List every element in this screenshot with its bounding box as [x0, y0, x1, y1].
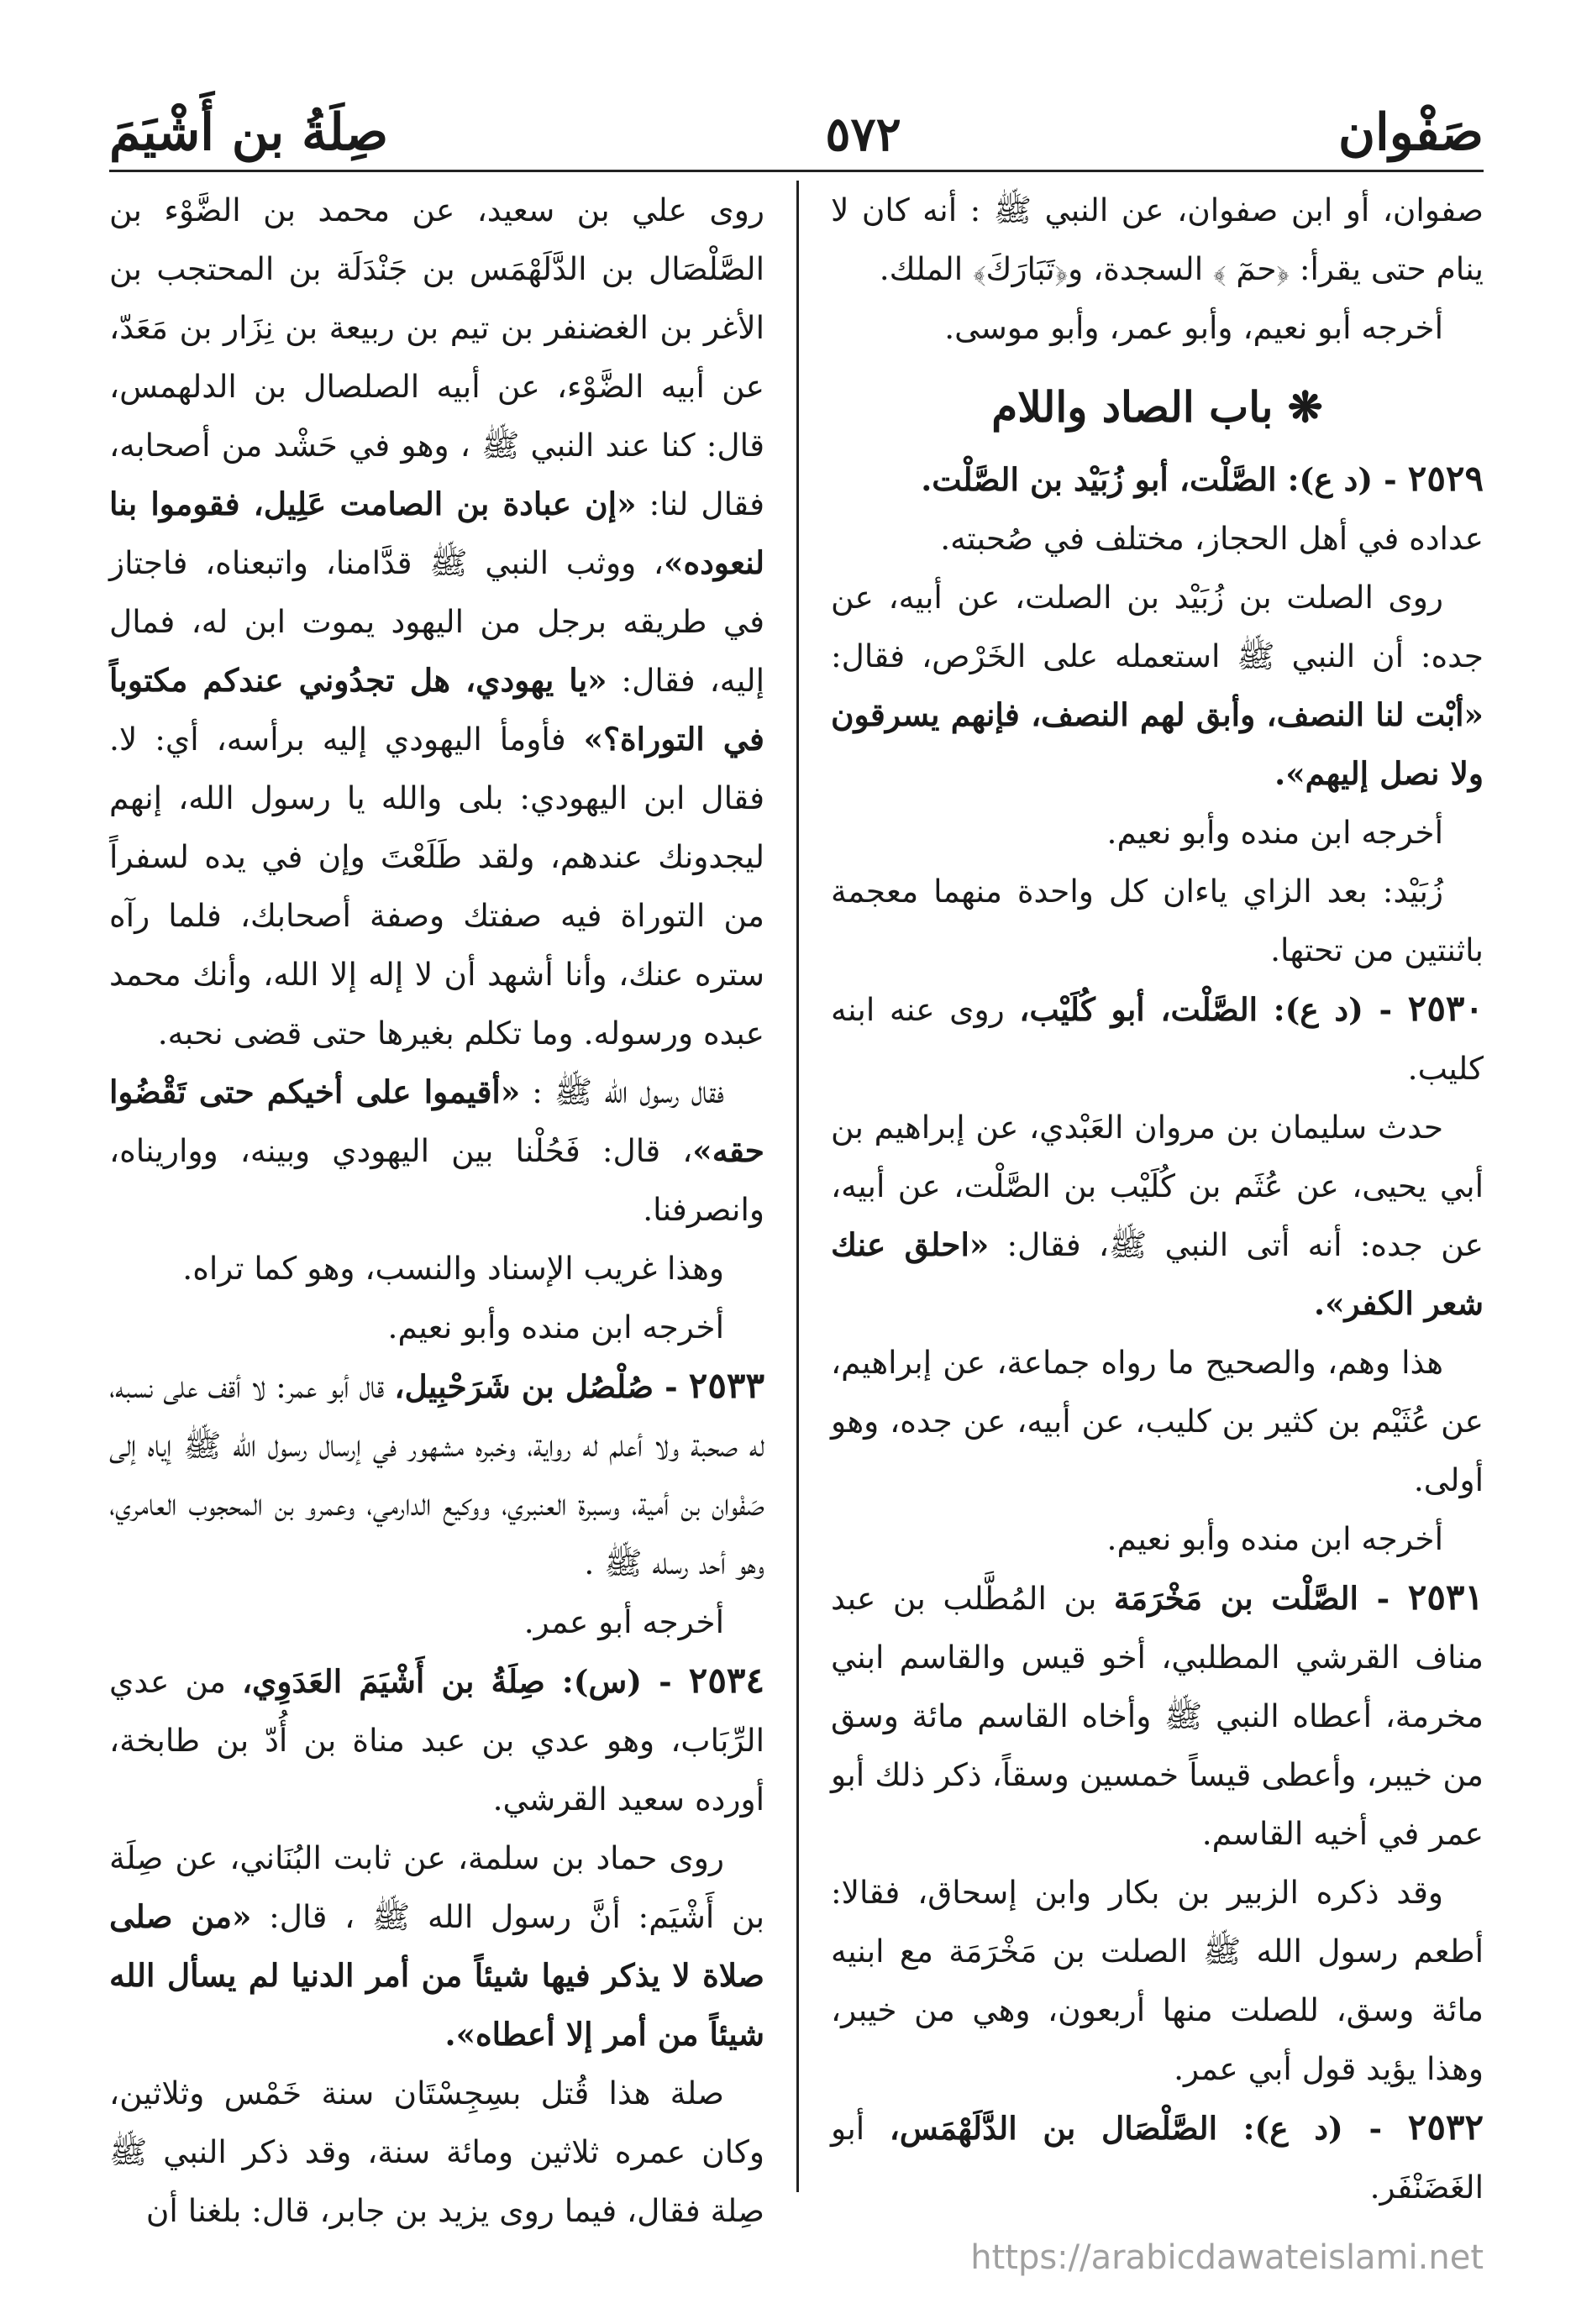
text: ، قال: فَحُلْنا بين اليهودي وبينه، وواريناه، وانصرفنا. [109, 1132, 764, 1228]
hadith-quote: «من صلى صلاة لا يذكر فيها شيئاً من أمر الدنيا لم يسأل الله شيئاً من أمر إلا أعطاه». [109, 1898, 764, 2053]
paragraph: أخرجه ابن منده وأبو نعيم. [387, 1309, 724, 1346]
text: روى حماد بن سلمة، عن ثابت البُنَاني، عن صِلَة بن أَشْيَم: أنَّ رسول الله ﷺ ، قال: [109, 1839, 764, 1935]
entry-heading: - صُلْصُل بن شَرَحْبِيل، [394, 1368, 689, 1405]
hadith-quote: «احلق عنك شعر الكفر». [831, 1226, 1484, 1322]
hadith-quote: «أقيموا على أخيكم حتى تَقْضُوا حقه» [109, 1073, 764, 1169]
running-head-left: صِلَةُ بن أَشْيَمَ [109, 103, 389, 162]
paragraph: صفوان، أو ابن صفوان، عن النبي ﷺ : أنه كان لا ينام حتى يقرأ: ﴿حمٓ ﴾ السجدة، و﴿تَبَارَكَ﴾ الملك. [831, 191, 1484, 287]
text: ، ووثب النبي ﷺ قدَّامنا، واتبعناه، فاجتاز في طريقه برجل من اليهود يموت ابن له، فمال إليه، فقال: [109, 544, 765, 699]
text: روى علي بن سعيد، عن محمد بن الضَّوْء بن الصَّلْصَال بن الدَّلَهْمَس بن جَنْدَلَة بن المحتجب بن الأغر بن الغضنفر بن تيم بن ربيعة بن نِزَار بن مَعَدّ، عن أبيه الضَّوْء، عن أبيه الصلصال بن الدلهمس، قال: كنا عند النبي ﷺ ، وهو في حَشْد من أصحابه، فقال لنا: [109, 191, 765, 522]
page-number: ٥٧٢ [825, 107, 901, 162]
hadith-quote: «يا يهودي، هل تجدُوني عندكم مكتوباً في التوراة؟» [109, 662, 764, 758]
left-column [109, 181, 796, 2229]
paragraph: عداده في أهل الحجاز، مختلف في صُحبته. [940, 520, 1484, 557]
entry-heading: - (س): صِلَةُ بن أَشْيَمَ العَدَوِي، [241, 1663, 689, 1700]
text-columns [109, 181, 1484, 2229]
entry-number: ٢٥٣١ [1407, 1576, 1484, 1618]
entry-2532 [831, 2098, 1484, 2216]
text: بن المُطَّلب بن عبد مناف القرشي المطلبي، أخو قيس والقاسم ابني مخرمة، أعطاه النبي ﷺ وأخاه القاسم مائة وسق من خيبر، وأعطى قيساً خمسين وسقاً، ذكر ذلك أبو عمر في أخيه القاسم. [831, 1580, 1484, 1852]
page-header [109, 80, 1484, 172]
entry-number: ٢٥٣٠ [1407, 988, 1484, 1029]
paragraph: أخرجه ابن منده وأبو نعيم. [1106, 1520, 1443, 1557]
running-head-right: صَفْوان [1337, 103, 1484, 162]
entry-heading: - (د ع): الصَّلْصَال بن الدَّلَهْمَس، [889, 2110, 1408, 2147]
entry-number: ٢٥٣٢ [1407, 2106, 1484, 2148]
hadith-quote: «إن عبادة بن الصامت عَلِيل، فقوموا بنا لنعوده» [109, 485, 764, 581]
right-column [796, 181, 1484, 2206]
text: حدث سليمان بن مروان العَبْدي، عن إبراهيم بن أبي يحيى، عن عُثَم بن كُلَيْب بن الصَّلْت، عن أبيه، عن جده: أنه أتى النبي ﷺ، فقال: [831, 1109, 1484, 1263]
paragraph [831, 568, 1484, 803]
entry-heading: - الصَّلْت بن مَخْرَمَة [1113, 1580, 1408, 1617]
text: فأومأ اليهودي إليه برأسه، أي: لا. فقال ابن اليهودي: بلى والله يا رسول الله، إنهم ليجدونك عندهم، ولقد طَلَعْتَ وإن في يده لسفراً من التوراة فيه صفتك وصفة أصحابك، فلما رآه ستره عنك، وأنا أشهد أن لا إله إلا الله، وأنك محمد عبده ورسوله. وما تكلم بغيرها حتى قضى نحبه. [109, 721, 764, 1052]
text: من عدي الرِّبَاب، وهو عدي بن عبد مناة بن أُدّ بن طابخة، أورده سعيد القرشي. [109, 1663, 764, 1818]
entry-number: ٢٥٣٣ [688, 1365, 764, 1406]
paragraph: هذا وهم، والصحيح ما رواه جماعة، عن إبراهيم، عن عُثَيْم بن كثير بن كليب، عن أبيه، عن جده، وهو أولى. [831, 1344, 1484, 1498]
paragraph [831, 1098, 1484, 1333]
paragraph: وهذا غريب الإسناد والنسب، وهو كما تراه. [182, 1250, 724, 1287]
paragraph [109, 1062, 764, 1239]
entry-2531 [831, 1568, 1484, 1863]
entry-2533 [109, 1356, 764, 1592]
entry-2529 [831, 449, 1484, 509]
paragraph: أخرجه ابن منده وأبو نعيم. [1106, 814, 1443, 851]
paragraph: صلة هذا قُتل بسِجِسْتَان سنة خَمْس وثلاثين، وكان عمره ثلاثين ومائة سنة، وقد ذكر النبي ﷺ صِلة فقال، فيما روى يزيد بن جابر، قال: بلغنا أن [109, 2075, 764, 2229]
text: روى عنه ابنه كليب. [831, 991, 1484, 1087]
paragraph: زُبَيْد: بعد الزاي ياءان كل واحدة منهما معجمة باثنتين من تحتها. [831, 873, 1484, 968]
text: أبو الغَضَنْفَر. [831, 2110, 1484, 2206]
text: قال أبو عمر: لا أقف على نسبه، له صحبة ولا أعلم له رواية، وخبره مشهور في إرسال رسول الله ﷺ إياه إلى صَفْوان بن أمية، وسبرة العنبري، ووكيع الدارمي، وعمرو بن المحجوب العامري، وهو أحد رسله ﷺ . [109, 1368, 764, 1582]
entry-2530 [831, 979, 1484, 1098]
entry-heading: - (د ع): الصَّلْت، أبو زُبَيْد بن الصَّلْت. [921, 461, 1408, 498]
watermark-url: https://arabicdawateislami.net [970, 2238, 1484, 2277]
section-heading: ❋ باب الصاد واللام [991, 382, 1323, 432]
paragraph: أخرجه أبو نعيم، وأبو عمر، وأبو موسى. [944, 309, 1443, 346]
text: فقال رسول الله ﷺ : [532, 1073, 724, 1110]
text: روى الصلت بن زُبَيْد بن الصلت، عن أبيه، عن جده: أن النبي ﷺ استعمله على الخَرْص، فقال: [831, 579, 1484, 674]
entry-number: ٢٥٣٤ [688, 1660, 764, 1701]
paragraph [109, 1828, 764, 2064]
entry-number: ٢٥٢٩ [1407, 458, 1484, 499]
paragraph: وقد ذكره الزبير بن بكار وابن إسحاق، فقالا: أطعم رسول الله ﷺ الصلت بن مَخْرَمَة مع ابنيه مائة وسق، للصلت منها أربعون، وهي من خيبر، وهذا يؤيد قول أبي عمر. [831, 1874, 1484, 2087]
hadith-quote: «أبْت لنا النصف، وأبق لهم النصف، فإنهم يسرقون ولا نصل إليهم». [831, 696, 1484, 792]
paragraph [109, 181, 764, 1062]
entry-heading: - (د ع): الصَّلْت، أبو كُلَيْب، [1019, 991, 1408, 1028]
paragraph: أخرجه أبو عمر. [523, 1603, 724, 1640]
entry-2534 [109, 1651, 764, 1828]
